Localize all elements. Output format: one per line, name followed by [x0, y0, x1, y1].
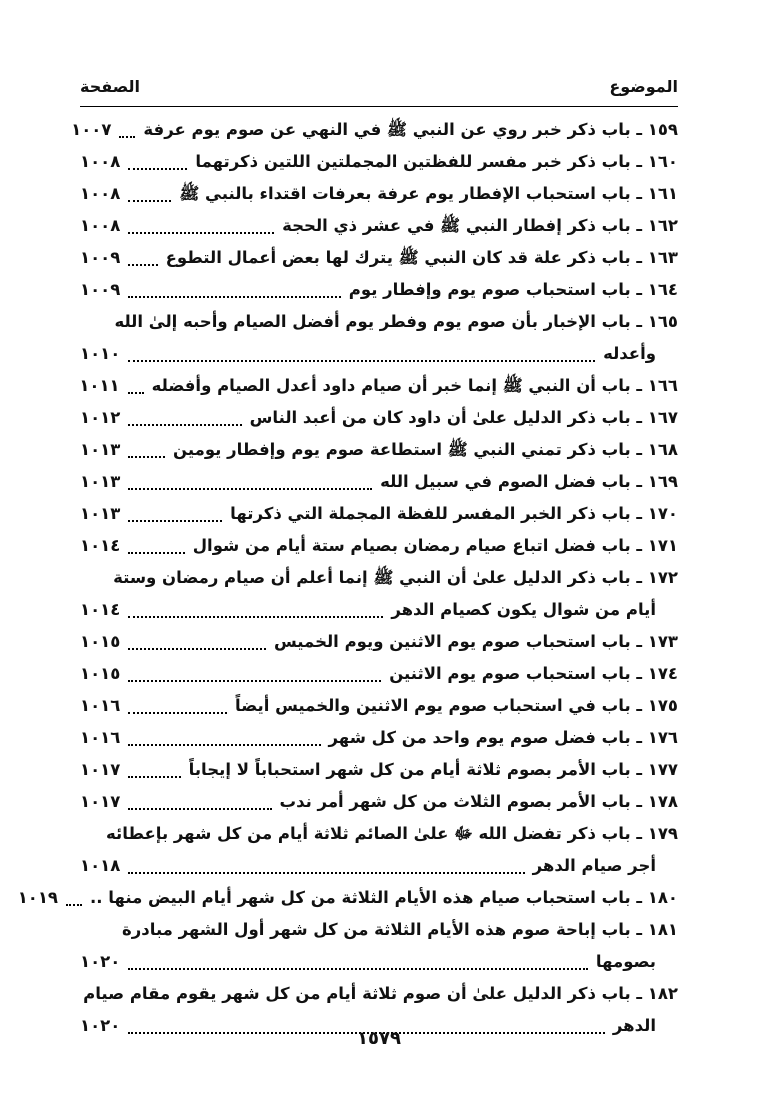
- toc-entry-line: [80, 626, 678, 658]
- entry-title: ١٦٩ ـ باب فضل الصوم في سبيل الله: [380, 472, 678, 491]
- dot-leader: [66, 903, 82, 906]
- entry-title: ١٦٢ ـ باب ذكر إفطار النبي ﷺ في عشر ذي الحجة: [282, 216, 678, 235]
- entry-page-number: ١٠١٤: [80, 536, 121, 555]
- toc-entry-line: [80, 978, 678, 1010]
- entry-page-number: ١٠١٣: [80, 440, 121, 459]
- entry-page-number: ١٠١٧: [80, 760, 121, 779]
- dot-leader: [128, 231, 274, 234]
- entry-page-number: ١٠٠٨: [80, 216, 121, 235]
- toc-entry-line: [80, 658, 678, 690]
- entry-page-number: ١٠٠٧: [71, 120, 112, 139]
- toc-entry: [80, 210, 678, 242]
- entry-title-continued: الدهر: [612, 1016, 656, 1035]
- toc-entry: [80, 658, 678, 690]
- toc-entry-line: [80, 146, 678, 178]
- dot-leader: [128, 711, 227, 714]
- toc-entry: [17, 882, 678, 914]
- dot-leader: [128, 775, 180, 778]
- toc-entry: [80, 242, 678, 274]
- toc-entry-line: [80, 370, 678, 402]
- entry-title-continued: أجر صيام الدهر: [532, 856, 656, 875]
- entry-page-number: ١٠١٦: [80, 696, 121, 715]
- entry-page-number: ١٠١٩: [17, 888, 58, 907]
- toc-entry: [71, 114, 678, 146]
- toc-entry: [80, 466, 678, 498]
- entry-page-number: ١٠١٦: [80, 728, 121, 747]
- toc-entry-line: [80, 242, 678, 274]
- entry-title-continued: بصومها: [595, 952, 656, 971]
- toc-entry-line: [80, 402, 678, 434]
- entry-title: ١٧٩ ـ باب ذكر تفضل الله ﷻ علىٰ الصائم ثلاثة أيام من كل شهر بإعطائه: [106, 824, 678, 843]
- dot-leader: [128, 455, 165, 458]
- dot-leader: [128, 967, 588, 970]
- toc-entry: [80, 274, 678, 306]
- toc-entry-line: [80, 178, 678, 210]
- entry-page-number: ١٠١٧: [80, 792, 121, 811]
- entry-page-number: ١٠٠٩: [80, 248, 121, 267]
- entry-title: ١٧٢ ـ باب ذكر الدليل علىٰ أن النبي ﷺ إنما أعلم أن صيام رمضان وستة: [113, 568, 678, 587]
- toc-entry-line: [80, 690, 678, 722]
- dot-leader: [128, 647, 266, 650]
- entry-title: ١٧٤ ـ باب استحباب صوم يوم الاثنين: [389, 664, 678, 683]
- dot-leader: [119, 135, 135, 138]
- dot-leader: [128, 487, 372, 490]
- toc-entry: [80, 754, 678, 786]
- entry-title: ١٨١ ـ باب إباحة صوم هذه الأيام الثلاثة من كل شهر أول الشهر مبادرة: [122, 920, 678, 939]
- entry-title-continued: أيام من شوال يكون كصيام الدهر: [391, 600, 656, 619]
- toc-entry: [80, 914, 678, 978]
- entry-title: ١٧٠ ـ باب ذكر الخبر المفسر للفظة المجملة التي ذكرتها: [230, 504, 678, 523]
- toc-entry: [80, 498, 678, 530]
- entry-title: ١٨٢ ـ باب ذكر الدليل علىٰ أن صوم ثلاثة أيام من كل شهر يقوم مقام صيام: [83, 984, 678, 1003]
- dot-leader: [128, 807, 271, 810]
- toc-entry: [80, 786, 678, 818]
- dot-leader: [128, 551, 184, 554]
- entry-page-number: ١٠١٠: [80, 344, 121, 363]
- entry-page-number: ١٠١٥: [80, 632, 121, 651]
- dot-leader: [128, 295, 341, 298]
- entry-page-number: ١٠٠٩: [80, 280, 121, 299]
- dot-leader: [128, 359, 595, 362]
- entry-page-number: ١٠٢٠: [80, 952, 121, 971]
- entry-title: ١٦٦ ـ باب أن النبي ﷺ إنما خبر أن صيام داود أعدل الصيام وأفضله: [151, 376, 678, 395]
- entry-page-number: ١٠١١: [79, 376, 120, 395]
- toc-entry-line: [80, 434, 678, 466]
- dot-leader: [128, 423, 241, 426]
- toc-entry-line: [80, 338, 678, 370]
- toc-entry: [80, 434, 678, 466]
- toc-entry: [80, 530, 678, 562]
- entry-page-number: ١٠١٤: [80, 600, 121, 619]
- toc-entry-line: [80, 498, 678, 530]
- dot-leader: [128, 391, 144, 394]
- toc-entry: [80, 370, 678, 402]
- header-divider: [80, 106, 678, 107]
- toc-entry: [80, 306, 678, 370]
- toc-entry-line: [80, 530, 678, 562]
- toc-entry-line: [80, 306, 678, 338]
- toc-entry-line: [80, 818, 678, 850]
- dot-leader: [128, 167, 187, 170]
- entry-title: ١٦٥ ـ باب الإخبار بأن صوم يوم وفطر يوم أفضل الصيام وأحبه إلىٰ الله: [114, 312, 678, 331]
- entry-page-number: ١٠٢٠: [80, 1016, 121, 1035]
- topic-column-label: الموضوع: [609, 76, 678, 96]
- toc-entry-line: [80, 754, 678, 786]
- toc-list: [17, 114, 678, 1042]
- toc-entry: [80, 690, 678, 722]
- toc-entry-line: [80, 466, 678, 498]
- entry-title: ١٦٤ ـ باب استحباب صوم يوم وإفطار يوم: [348, 280, 678, 299]
- toc-entry-line: [80, 786, 678, 818]
- toc-entry-line: [80, 722, 678, 754]
- entry-title: ١٧٧ ـ باب الأمر بصوم ثلاثة أيام من كل شهر استحباباً لا إيجاباً: [188, 760, 678, 779]
- entry-title: ١٦١ ـ باب استحباب الإفطار يوم عرفة بعرفات اقتداء بالنبي ﷺ: [179, 184, 678, 203]
- entry-page-number: ١٠١٥: [80, 664, 121, 683]
- entry-title: ١٦٠ ـ باب ذكر خبر مفسر للفظتين المجملتين اللتين ذكرتهما: [195, 152, 678, 171]
- page-number: ١٥٧٩: [357, 1028, 401, 1049]
- toc-entry-line: [80, 850, 678, 882]
- dot-leader: [128, 615, 383, 618]
- entry-title: ١٨٠ ـ باب استحباب صيام هذه الأيام الثلاثة من كل شهر أيام البيض منها ..: [89, 888, 678, 907]
- toc-entry-line: [80, 914, 678, 946]
- toc-entry: [80, 818, 678, 882]
- toc-entry: [80, 402, 678, 434]
- toc-header: [80, 72, 678, 100]
- entry-title: ١٧٥ ـ باب في استحباب صوم يوم الاثنين والخميس أيضاً: [235, 696, 678, 715]
- entry-title: ١٧١ ـ باب فضل اتباع صيام رمضان بصيام ستة أيام من شوال: [192, 536, 678, 555]
- entry-title: ١٦٨ ـ باب ذكر تمني النبي ﷺ استطاعة صوم يوم وإفطار يومين: [173, 440, 678, 459]
- entry-title: ١٦٧ ـ باب ذكر الدليل علىٰ أن داود كان من أعبد الناس: [249, 408, 678, 427]
- dot-leader: [128, 519, 222, 522]
- dot-leader: [128, 743, 320, 746]
- page-column-label: الصفحة: [80, 76, 141, 96]
- dot-leader: [128, 263, 157, 266]
- entry-title: ١٦٣ ـ باب ذكر علة قد كان النبي ﷺ يترك لها بعض أعمال التطوع: [165, 248, 678, 267]
- toc-entry: [80, 562, 678, 626]
- dot-leader: [128, 871, 524, 874]
- toc-entry-line: [17, 882, 678, 914]
- entry-page-number: ١٠٠٨: [80, 152, 121, 171]
- toc-entry: [80, 178, 678, 210]
- entry-title-continued: وأعدله: [603, 344, 656, 363]
- entry-page-number: ١٠١٢: [80, 408, 121, 427]
- entry-page-number: ١٠١٨: [80, 856, 121, 875]
- toc-entry-line: [80, 946, 678, 978]
- entry-title: ١٥٩ ـ باب ذكر خبر روي عن النبي ﷺ في النهي عن صوم يوم عرفة: [143, 120, 678, 139]
- toc-entry: [80, 146, 678, 178]
- toc-entry-line: [80, 274, 678, 306]
- toc-entry: [80, 626, 678, 658]
- entry-page-number: ١٠١٣: [80, 472, 121, 491]
- entry-page-number: ١٠٠٨: [80, 184, 121, 203]
- entry-title: ١٧٦ ـ باب فضل صوم يوم واحد من كل شهر: [328, 728, 678, 747]
- toc-entry: [80, 722, 678, 754]
- entry-title: ١٧٣ ـ باب استحباب صوم يوم الاثنين ويوم الخميس: [273, 632, 678, 651]
- toc-entry-line: [80, 210, 678, 242]
- dot-leader: [128, 679, 381, 682]
- toc-entry-line: [71, 114, 678, 146]
- dot-leader: [128, 199, 171, 202]
- toc-entry-line: [80, 562, 678, 594]
- toc-entry-line: [80, 594, 678, 626]
- entry-title: ١٧٨ ـ باب الأمر بصوم الثلاث من كل شهر أمر ندب: [279, 792, 678, 811]
- entry-page-number: ١٠١٣: [80, 504, 121, 523]
